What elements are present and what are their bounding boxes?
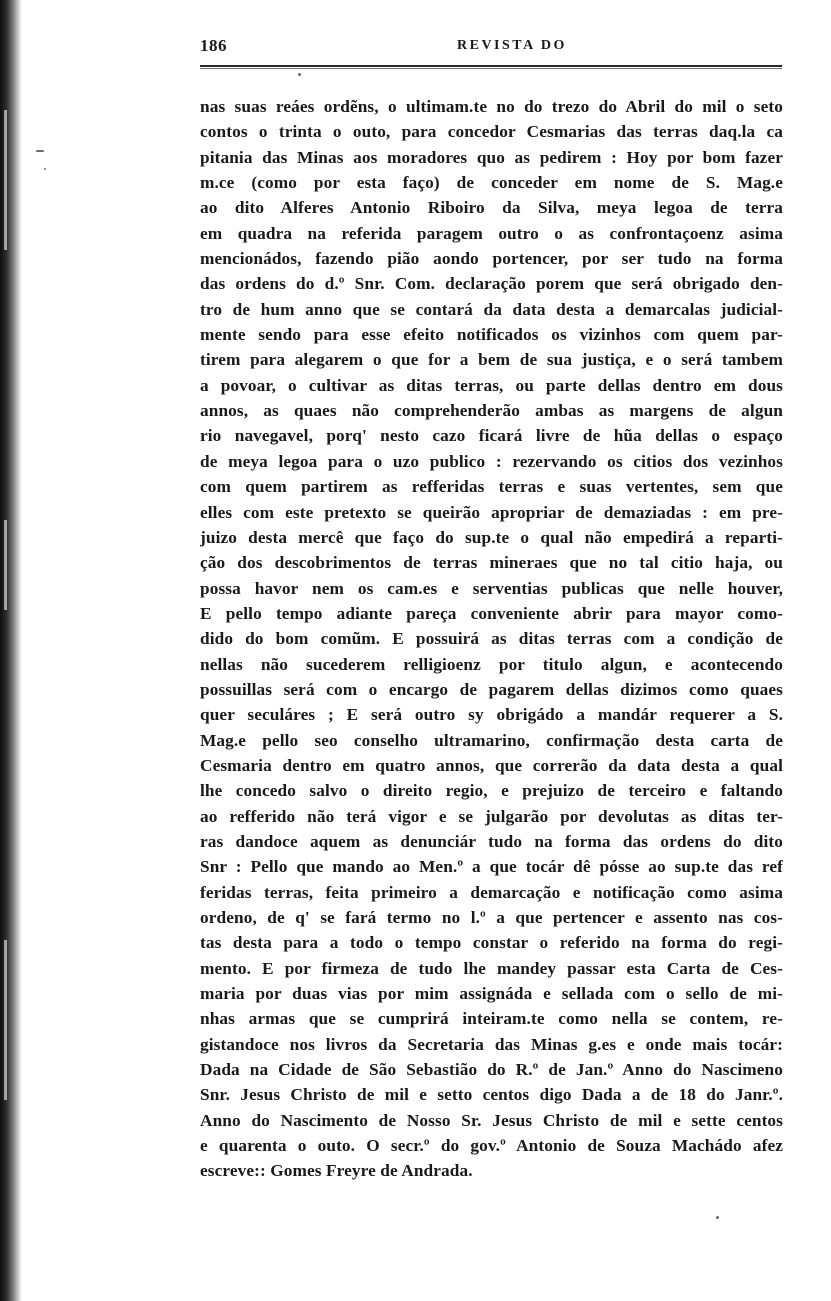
body-text-line: a povoar, o cultivar as ditas terras, ou parte dellas dentro em dous <box>200 375 783 395</box>
body-text-line: annos, as quaes não comprehenderão ambas as margens de algun <box>200 401 783 421</box>
body-text-line: Anno do Nascimento de Nosso Sr. Jesus Christo de mil e sette centos <box>200 1110 783 1130</box>
body-text-line: com quem partirem as refferidas terras e suas vertentes, sem que <box>200 477 783 497</box>
running-head: REVISTA DO <box>457 38 567 53</box>
body-text-line: pitania das Minas aos moradores quo as pedirem : Hoy por bom fazer <box>200 147 783 167</box>
body-text-line: juizo desta mercê que faço do sup.te o qual não empedirá a reparti- <box>200 527 783 547</box>
body-text-line: Dada na Cidade de São Sebastião do R.º de Jan.º Anno do Nascimeno <box>200 1060 783 1080</box>
body-text-line: dido do bom comũm. E possuirá as ditas terras com a condição de <box>200 629 783 649</box>
body-text-line: lhe concedo salvo o direito regio, e prejuizo de terceiro e faltando <box>200 781 783 801</box>
body-text-line: escreve:: Gomes Freyre de Andrada. <box>200 1161 473 1181</box>
body-text-line: E pello tempo adiante pareça conveniente abrir para mayor como- <box>200 603 783 623</box>
binding-streak <box>4 110 7 250</box>
body-text-line: tirem para alegarem o que for a bem de sua justiça, e o será tambem <box>200 350 783 370</box>
print-speck <box>716 1216 719 1219</box>
binding-streak <box>4 940 7 1100</box>
print-speck <box>298 73 301 76</box>
page-number: 186 <box>200 36 227 55</box>
body-text-line: ras dandoce aquem as denunciár tudo na forma das ordens do dito <box>200 831 783 851</box>
body-text-line: e quarenta o outo. O secr.º do gov.º Antonio de Souza Machádo afez <box>200 1136 783 1156</box>
body-text-line: ção dos descobrimentos de terras mineraes que no tal citio haja, ou <box>200 553 783 573</box>
print-speck <box>44 168 46 170</box>
body-text-line: mento. E por firmeza de tudo lhe mandey passar esta Carta de Ces- <box>200 958 783 978</box>
body-text-line: maria por duas vias por mim assignáda e sellada com o sello de mi- <box>200 984 783 1004</box>
body-text-line: nas suas reáes ordẽns, o ultimam.te no do trezo do Abril do mil o seto <box>200 97 783 116</box>
body-text-line: mencionádos, fazendo pião aondo portencer, por ser tudo na forma <box>200 249 783 269</box>
body-text-line: das ordens do d.º Snr. Com. declaração porem que será obrigado den- <box>200 274 783 294</box>
body-text-line: de meya legoa para o uzo publico : rezervando os citios dos vezinhos <box>200 451 783 471</box>
body-text-line: Cesmaria dentro em quatro annos, que correrão da data desta a qual <box>200 755 783 775</box>
body-text-line: elles com este pretexto se queirão apropriar de demaziadas : em pre- <box>200 502 783 522</box>
body-text-line: nellas não sucederem relligioenz por titulo algun, e acontecendo <box>200 654 783 674</box>
print-speck <box>36 150 44 152</box>
body-text-line: m.ce (como por esta faço) de conceder em nome de S. Mag.e <box>200 173 783 193</box>
body-text-line: contos o trinta o outo, para concedor Cesmarias das terras daq.la ca <box>200 122 783 142</box>
body-text-line: Snr : Pello que mando ao Men.º a que tocár dê pósse ao sup.te das ref <box>200 857 783 877</box>
body-text-line: rio navegavel, porq' nesto cazo ficará livre de hũa dellas o espaço <box>200 426 783 446</box>
document-body <box>200 94 783 1184</box>
body-text-line: tas desta para a todo o tempo constar o referido na forma do regi- <box>200 933 783 953</box>
page-header <box>200 36 782 66</box>
body-text-line: ao refferido não terá vigor e se julgarão por devolutas as ditas ter- <box>200 806 783 826</box>
header-rule <box>200 65 782 67</box>
body-text-line: gistandoce nos livros da Secretaria das Minas g.es e onde mais tocár: <box>200 1034 783 1054</box>
body-text-line: quer seculáres ; E será outro sy obrigádo a mandár requerer a S. <box>200 705 783 725</box>
body-text-line: tro de hum anno que se contará da data desta a demarcalas judicial- <box>200 299 783 319</box>
body-text-line: ordeno, de q' se fará termo no l.º a que pertencer e assento nas cos- <box>200 908 783 927</box>
body-text-line: nhas armas que se cumprirá inteiram.te como nella se contem, re- <box>200 1009 783 1029</box>
body-text-line: em quadra na referida paragem outro o as confrontaçoenz asima <box>200 223 783 243</box>
body-text-line: possuillas será com o encargo de pagarem dellas dizimos como quaes <box>200 679 783 699</box>
header-rule-thin <box>200 68 782 69</box>
body-text-line: mente sendo para esse efeito notificados os vizinhos com quem par- <box>200 325 783 345</box>
body-text-line: possa havor nem os cam.es e serventias publicas que nelle houver, <box>200 578 783 598</box>
binding-streak <box>4 520 7 610</box>
body-text-line: feridas terras, feita primeiro a demarcação e notificação como asima <box>200 882 783 902</box>
body-text-line: Snr. Jesus Christo de mil e setto centos digo Dada a de 18 do Janr.º. <box>200 1085 783 1105</box>
body-text-line: Mag.e pello seo conselho ultramarino, confirmação desta carta de <box>200 730 783 750</box>
body-text-line: ao dito Alferes Antonio Riboiro da Silva, meya legoa de terra <box>200 198 783 218</box>
